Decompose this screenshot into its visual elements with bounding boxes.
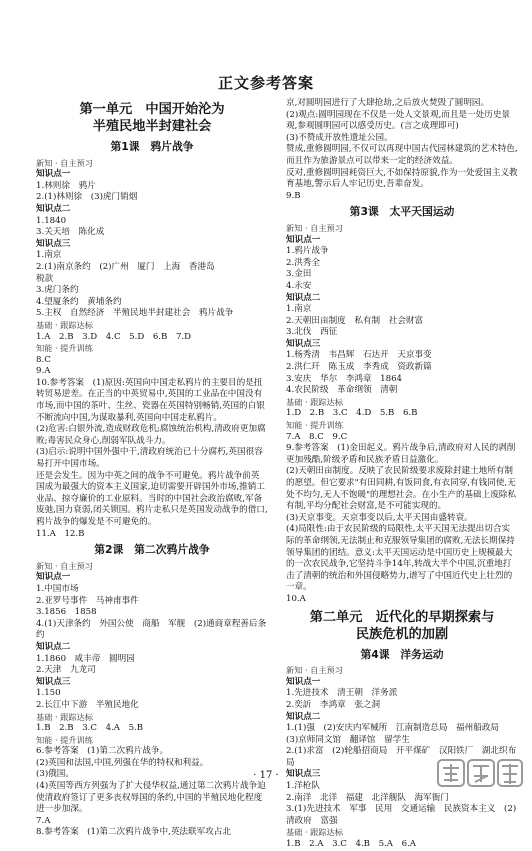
page-title: 正文参考答案	[217, 74, 314, 92]
answer-line: 1.先进技术 清王朝 洋务派	[286, 688, 398, 699]
lesson2-continued-answers	[286, 98, 518, 202]
section-label: 基础 · 跟踪达标	[36, 711, 93, 722]
answer-line: 1.B 2.B 3.C 4.A 5.B	[36, 723, 144, 734]
answer-line: 8.C	[36, 354, 51, 365]
answer-line: 2.亚罗号事件 马神甫事件	[36, 595, 139, 606]
unit-title-line: 第一单元 中国开始沦为	[79, 102, 225, 117]
answer-line: (4)英国等西方列强为了扩大侵华权益,通过第二次鸦片战争迫使清政府签订了更多丧权辱国的条约,中国的半殖民地化程度进一步加深。	[36, 781, 266, 815]
section-label: 新知 · 自主预习	[286, 665, 343, 676]
answer-line: (3)俄国。	[36, 769, 74, 780]
unit-title-1	[36, 101, 268, 135]
answer-line: 7.A	[36, 815, 51, 826]
answer-line: 1.1860 咸丰帝 圆明园	[36, 653, 135, 664]
answer-line: 10.A	[286, 593, 306, 604]
answer-line: 2.洪仁玕 陈玉成 李秀成 资政新篇	[286, 362, 432, 373]
unit-title-line: 民族危机的加剧	[355, 626, 449, 642]
answer-line: 11.A 12.B	[36, 528, 85, 539]
lesson-title-1: 第1课 鸦片战争	[110, 140, 194, 153]
answer-line: 2.(1)林则徐 (3)虎门销烟	[36, 192, 138, 203]
answer-line: 1.(1)强 (2)安庆内军械所 江南制造总局 福州船政局 (3)京师同文馆 翻译馆 留学生	[286, 723, 508, 745]
answer-line: 4.望厦条约 黄埔条约	[36, 296, 122, 307]
page-number: · 17 ·	[253, 770, 279, 781]
answer-line: 反对,重修圆明园耗资巨大,不如保持原貌,作为一处爱国主义教育基地,警示后人牢记历史,吾辈奋发。	[286, 167, 518, 190]
knowledge-point-heading: 知识点二	[36, 641, 71, 652]
answer-line: 10.参考答案 (1)原因:英国向中国走私鸦片的主要目的是扭转贸易逆差。在正当的中英贸易中,英国的工业品在中国没有市场,而中国的茶叶、生丝、瓷器在英国特别畅销,英国的白银不断流向中国,为谋取暴利,英国向中国走私鸦片。	[36, 377, 265, 423]
answer-line: 1.南京	[286, 304, 312, 315]
watermark-stamp-icon	[436, 756, 524, 790]
left-column	[36, 98, 268, 839]
right-column	[286, 98, 518, 851]
answer-line: 8.参考答案 (1)第二次鸦片战争中,英法联军攻占北	[36, 827, 231, 838]
answer-line: (3)天京事变。天京事变以后,太平天国由盛转衰。	[286, 512, 473, 523]
lesson3-answers	[286, 223, 518, 606]
answer-line: (2)观点:圆明园现在不仅是一处人文景观,而且是一处历史景观,参观圆明园可以感受历史。(言之成理即可)	[286, 109, 511, 132]
answer-line: 1.杨秀清 韦昌辉 石达开 天京事变	[286, 350, 432, 361]
section-label: 知能 · 提升训练	[36, 343, 93, 354]
knowledge-point-heading: 知识点二	[36, 203, 71, 214]
answer-line: 9.参考答案 (1)金田起义。鸦片战争后,清政府对人民的剥削更加残酷,阶级矛盾和民族矛盾日益激化。	[286, 443, 516, 465]
unit-title-2	[286, 609, 518, 643]
answer-line: 1.林则徐 鸦片	[36, 180, 96, 191]
answer-line: 2.洪秀全	[286, 257, 320, 268]
answer-line: 1.洋枪队	[286, 781, 320, 792]
answer-line: 京,对圆明园进行了大肆抢劫,之后放火焚毁了圆明园。	[286, 98, 490, 108]
answer-line: 3.北伐 西征	[286, 327, 338, 338]
answer-line: 6.参考答案 (1)第二次鸦片战争。	[36, 746, 169, 757]
section-label: 新知 · 自主预习	[286, 222, 343, 233]
knowledge-point-heading: 知识点三	[286, 338, 321, 349]
answer-line: 1.鸦片战争	[286, 246, 329, 257]
answer-line: 1.南京	[36, 250, 62, 261]
knowledge-point-heading: 知识点二	[286, 711, 321, 722]
answer-line: (2)英国和法国,中国,列强在华的特权和利益。	[36, 757, 209, 768]
answer-line: 3.虎门条约	[36, 285, 79, 296]
answer-line: 2.天朝田亩制度 私有制 社会财富	[286, 315, 424, 326]
answer-line: 4.(1)天津条约 外国公使 商船 军舰 (2)通商章程善后条约	[36, 618, 267, 641]
answer-line: 3.关天培 陈化成	[36, 227, 105, 238]
answer-line: 1.150	[36, 688, 61, 699]
knowledge-point-heading: 知识点三	[36, 676, 71, 687]
knowledge-point-heading: 知识点二	[286, 292, 321, 303]
lesson-title-3: 第3课 太平天国运动	[349, 205, 455, 219]
answer-line: 3.金田	[286, 269, 312, 280]
knowledge-point-heading: 知识点一	[286, 676, 321, 687]
lesson1-answers	[36, 158, 268, 541]
answer-line: 9.A	[36, 366, 51, 377]
answer-line: 赞成,重修圆明园,不仅可以再现中国古代园林建筑的艺术特色,而且作为旅游景点可以带来一定的经济效益。	[286, 144, 518, 166]
lesson-title-4: 第4课 洋务运动	[360, 647, 444, 661]
answer-line: 2.南洋 北洋 福建 北洋舰队 海军衙门	[286, 792, 449, 803]
answer-line: 1.1840	[36, 215, 67, 226]
lesson-title-2: 第2课 第二次鸦片战争	[94, 543, 210, 557]
answer-line: 2.(1)求富 (2)轮船招商局 开平煤矿 汉阳铁厂 湖北织布局	[286, 746, 517, 768]
knowledge-point-heading: 知识点三	[36, 238, 71, 249]
answer-line: 1.D 2.B 3.C 4.D 5.B 6.B	[286, 408, 418, 419]
answer-line: 2.奕訢 李鸿章 张之洞	[286, 699, 381, 710]
answer-line: 5.主权 自然经济 半殖民地半封建社会 鸦片战争	[36, 308, 234, 319]
section-label: 新知 · 自主预习	[36, 560, 93, 571]
knowledge-point-heading: 知识点三	[286, 769, 321, 780]
answer-line: 3.安庆 华尔 李鸿章 1864	[286, 373, 403, 384]
answer-line: 税款	[36, 273, 54, 284]
answer-line: (2)危害:白银外流,造成财政危机;腐蚀统治机构,清政府更加腐败;毒害民众身心,削弱军队战斗力。	[36, 424, 266, 446]
unit-title-line: 第二单元 近代化的早期探索与	[309, 609, 495, 625]
answer-line: 4.永安	[286, 280, 312, 291]
answer-line: 1.B 2.A 3.C 4.B 5.A 6.A	[286, 839, 416, 850]
answer-line: 3.(1)先进技术 军事 民用 交通运输 民族资本主义 (2)清政府 富强	[286, 804, 517, 826]
knowledge-point-heading: 知识点一	[286, 234, 321, 245]
answer-line: 还是会发生。因为中英之间的战争不可避免。鸦片战争前英国成为最强大的资本主义国家,迫切需要开辟国外市场,推销工业品、掠夺廉价的工业原料。当时的中国社会政治腐败,军备废弛,国力衰弱,闭关锁国。鸦片走私只是英国发动战争的借口,鸦片战争的爆发是不可避免的。	[36, 470, 268, 527]
section-label: 新知 · 自主预习	[36, 157, 93, 168]
answer-line: 2.(1)南京条约 (2)广州 厦门 上海 香港岛	[36, 261, 215, 272]
answer-line: (4)局限性:由于农民阶级的局限性,太平天国无法提出切合实际的革命纲领,无法制止和克服领导集团的腐败,无法长期保持领导集团的团结。意义:太平天国运动是中国历史上规模最大的一次农民战争,它坚持斗争14年,转战大半个中国,沉重地打击了清朝的统治和外国侵略势力,谱写了中国近代史上壮烈的一章。	[286, 524, 515, 593]
unit-title-line: 半殖民地半封建社会	[92, 119, 212, 134]
answer-line: 1.中国市场	[36, 583, 79, 594]
section-label: 知能 · 提升训练	[36, 734, 93, 745]
answer-line: (2)天朝田亩制度。反映了农民阶级要求废除封建土地所有制的愿望。但它要求"有田同耕,有饭同食,有衣同穿,有钱同使,无处不均匀,无人不饱暖"的理想社会。在小生产的基础上废除私有制,平均分配社会财富,是不可能实现的。	[286, 466, 517, 512]
answer-line: 1.A 2.B 3.D 4.C 5.D 6.B 7.D	[36, 331, 192, 342]
answer-line: 2.天津 九龙司	[36, 665, 96, 676]
answer-line: 9.B	[286, 190, 301, 201]
section-label: 知能 · 提升训练	[286, 420, 343, 431]
section-label: 基础 · 跟踪达标	[36, 319, 93, 330]
answer-line: 4.农民阶级 革命纲领 清朝	[286, 385, 398, 396]
lesson2-answers	[36, 561, 268, 839]
section-label: 基础 · 跟踪达标	[286, 827, 343, 838]
answer-line: 7.A 8.C 9.C	[286, 431, 348, 442]
knowledge-point-heading: 知识点一	[36, 572, 71, 583]
answer-line: 3.1856 1858	[36, 607, 97, 618]
answer-line: (3)不赞成开放性遗址公园。	[286, 132, 393, 143]
knowledge-point-heading: 知识点一	[36, 169, 71, 180]
section-label: 基础 · 跟踪达标	[286, 396, 343, 407]
answer-line: 2.长江中下游 半殖民地化	[36, 699, 139, 710]
answer-line: (3)启示:说明中国外强中干,清政府统治已十分腐朽,英国很容易打开中国市场。	[36, 447, 263, 470]
